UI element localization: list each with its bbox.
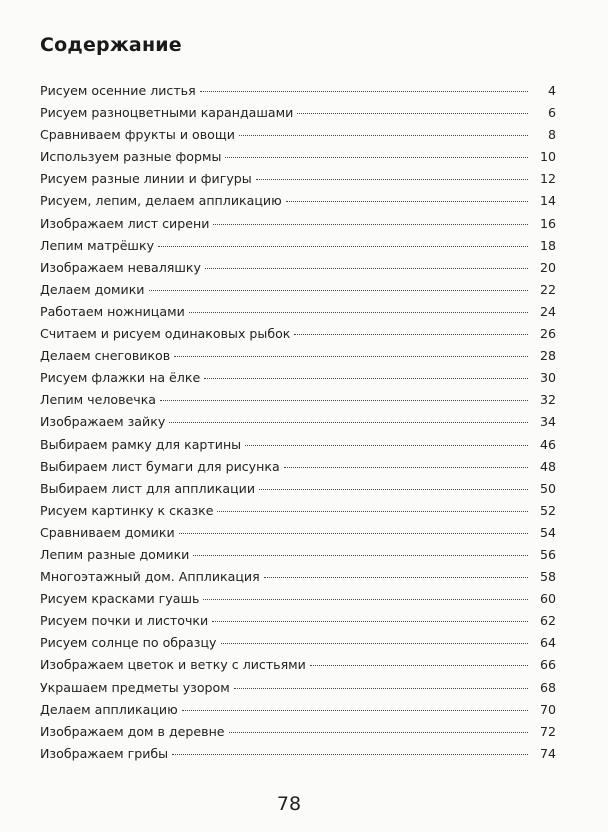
toc-entry-title: Рисуем флажки на ёлке bbox=[40, 370, 201, 386]
toc-entry-title: Сравниваем фрукты и овощи bbox=[40, 127, 235, 143]
toc-entry-page: 52 bbox=[539, 502, 556, 518]
toc-entry bbox=[40, 367, 556, 389]
toc-entry-page: 54 bbox=[539, 524, 556, 540]
dot-leader bbox=[264, 577, 528, 578]
dot-leader bbox=[203, 599, 528, 600]
toc-entry-page: 72 bbox=[539, 723, 556, 739]
dot-leader bbox=[193, 555, 528, 556]
toc-entry-title: Рисуем разноцветными карандашами bbox=[40, 105, 294, 121]
dot-leader bbox=[169, 422, 528, 423]
toc-entry bbox=[40, 566, 556, 588]
toc-entry bbox=[40, 213, 556, 235]
toc-entry-title: Рисуем красками гуашь bbox=[40, 591, 200, 607]
toc-entry bbox=[40, 257, 556, 279]
dot-leader bbox=[217, 511, 528, 512]
toc-entry-page: 58 bbox=[539, 569, 556, 585]
dot-leader bbox=[259, 489, 528, 490]
toc-entry-page: 46 bbox=[539, 436, 556, 452]
toc-entry-title: Изображаем лист сирени bbox=[40, 215, 210, 231]
toc-entry bbox=[40, 544, 556, 566]
dot-leader bbox=[149, 290, 529, 291]
dot-leader bbox=[212, 621, 528, 622]
toc-entry-title: Лепим разные домики bbox=[40, 546, 190, 562]
dot-leader bbox=[189, 312, 528, 313]
dot-leader bbox=[297, 113, 528, 114]
toc-entry-page: 34 bbox=[539, 414, 556, 430]
toc-entry-page: 12 bbox=[539, 171, 556, 187]
toc-entry bbox=[40, 522, 556, 544]
toc-entry-page: 16 bbox=[539, 215, 556, 231]
toc-entry-title: Делаем аппликацию bbox=[40, 701, 178, 717]
toc-entry-title: Рисуем, лепим, делаем аппликацию bbox=[40, 193, 282, 209]
toc-entry bbox=[40, 124, 556, 146]
toc-entry-page: 20 bbox=[539, 259, 556, 275]
page-title: Содержание bbox=[40, 34, 182, 56]
toc-entry-title: Изображаем неваляшку bbox=[40, 259, 201, 275]
toc-entry-page: 50 bbox=[539, 480, 556, 496]
toc-entry bbox=[40, 632, 556, 654]
toc-entry-page: 28 bbox=[539, 348, 556, 364]
toc-entry bbox=[40, 411, 556, 433]
dot-leader bbox=[225, 157, 528, 158]
toc-entry-title: Сравниваем домики bbox=[40, 524, 175, 540]
dot-leader bbox=[200, 91, 528, 92]
toc-entry-title: Выбираем лист для аппликации bbox=[40, 480, 256, 496]
toc-entry bbox=[40, 456, 556, 478]
toc-entry-page: 64 bbox=[539, 635, 556, 651]
toc-entry-page: 24 bbox=[539, 303, 556, 319]
toc-entry bbox=[40, 500, 556, 522]
toc-entry-title: Рисуем осенние листья bbox=[40, 83, 196, 98]
toc-entry bbox=[40, 146, 556, 168]
toc-entry-title: Рисуем почки и листочки bbox=[40, 613, 209, 629]
toc-entry-title: Используем разные формы bbox=[40, 149, 222, 165]
dot-leader bbox=[294, 334, 528, 335]
dot-leader bbox=[179, 533, 528, 534]
dot-leader bbox=[286, 201, 528, 202]
toc-entry bbox=[40, 168, 556, 190]
toc-entry-page: 68 bbox=[539, 679, 556, 695]
toc-entry bbox=[40, 301, 556, 323]
toc-entry bbox=[40, 235, 556, 257]
toc-entry-page: 10 bbox=[539, 149, 556, 165]
toc-entry-title: Выбираем лист бумаги для рисунка bbox=[40, 458, 280, 474]
toc-entry bbox=[40, 279, 556, 301]
dot-leader bbox=[234, 688, 528, 689]
dot-leader bbox=[284, 467, 528, 468]
toc-entry-page: 8 bbox=[547, 127, 556, 143]
toc-entry-page: 6 bbox=[547, 105, 556, 121]
toc-entry bbox=[40, 588, 556, 610]
toc-entry-page: 48 bbox=[539, 458, 556, 474]
toc-entry-page: 74 bbox=[539, 745, 556, 761]
dot-leader bbox=[204, 378, 528, 379]
dot-leader bbox=[221, 643, 529, 644]
toc-entry-page: 32 bbox=[539, 392, 556, 408]
toc-entry bbox=[40, 102, 556, 124]
dot-leader bbox=[174, 356, 528, 357]
toc-entry-title: Украшаем предметы узором bbox=[40, 679, 230, 695]
toc-entry bbox=[40, 190, 556, 212]
toc-entry-page: 22 bbox=[539, 281, 556, 297]
toc-entry bbox=[40, 610, 556, 632]
dot-leader bbox=[229, 732, 528, 733]
toc-entry-page: 30 bbox=[539, 370, 556, 386]
toc-entry-title: Считаем и рисуем одинаковых рыбок bbox=[40, 326, 291, 342]
toc-entry bbox=[40, 389, 556, 411]
dot-leader bbox=[172, 754, 528, 755]
toc-entry-title: Выбираем рамку для картины bbox=[40, 436, 242, 452]
toc-entry-page: 56 bbox=[539, 546, 556, 562]
toc-entry-title: Лепим матрёшку bbox=[40, 237, 155, 253]
toc-entry-page: 62 bbox=[539, 613, 556, 629]
toc-entry bbox=[40, 699, 556, 721]
table-of-contents bbox=[40, 80, 556, 765]
toc-entry-page: 66 bbox=[539, 657, 556, 673]
toc-entry-title: Делаем домики bbox=[40, 281, 145, 297]
dot-leader bbox=[245, 445, 528, 446]
toc-entry bbox=[40, 743, 556, 765]
dot-leader bbox=[256, 179, 528, 180]
toc-entry bbox=[40, 434, 556, 456]
toc-entry bbox=[40, 478, 556, 500]
toc-entry-title: Работаем ножницами bbox=[40, 303, 185, 319]
toc-entry-page: 4 bbox=[547, 83, 556, 98]
dot-leader bbox=[160, 400, 528, 401]
dot-leader bbox=[239, 135, 528, 136]
toc-entry-title: Лепим человечка bbox=[40, 392, 157, 408]
toc-entry-page: 14 bbox=[539, 193, 556, 209]
toc-entry bbox=[40, 721, 556, 743]
dot-leader bbox=[182, 710, 528, 711]
page-number: 78 bbox=[276, 793, 302, 815]
toc-entry-page: 18 bbox=[539, 237, 556, 253]
toc-entry bbox=[40, 323, 556, 345]
toc-entry bbox=[40, 80, 556, 102]
toc-entry-page: 26 bbox=[539, 326, 556, 342]
toc-entry-page: 60 bbox=[539, 591, 556, 607]
toc-entry-title: Рисуем разные линии и фигуры bbox=[40, 171, 252, 187]
toc-entry-page: 70 bbox=[539, 701, 556, 717]
dot-leader bbox=[205, 268, 528, 269]
toc-entry-title: Изображаем цветок и ветку с листьями bbox=[40, 657, 306, 673]
toc-entry bbox=[40, 654, 556, 676]
dot-leader bbox=[213, 224, 528, 225]
toc-entry-title: Изображаем зайку bbox=[40, 414, 166, 430]
dot-leader bbox=[158, 246, 528, 247]
toc-entry bbox=[40, 345, 556, 367]
toc-entry bbox=[40, 677, 556, 699]
toc-entry-title: Изображаем грибы bbox=[40, 745, 169, 761]
toc-entry-title: Делаем снеговиков bbox=[40, 348, 171, 364]
toc-entry-title: Многоэтажный дом. Аппликация bbox=[40, 569, 260, 585]
dot-leader bbox=[310, 665, 528, 666]
toc-entry-title: Рисуем картинку к сказке bbox=[40, 502, 214, 518]
toc-entry-title: Рисуем солнце по образцу bbox=[40, 635, 217, 651]
toc-entry-title: Изображаем дом в деревне bbox=[40, 723, 225, 739]
